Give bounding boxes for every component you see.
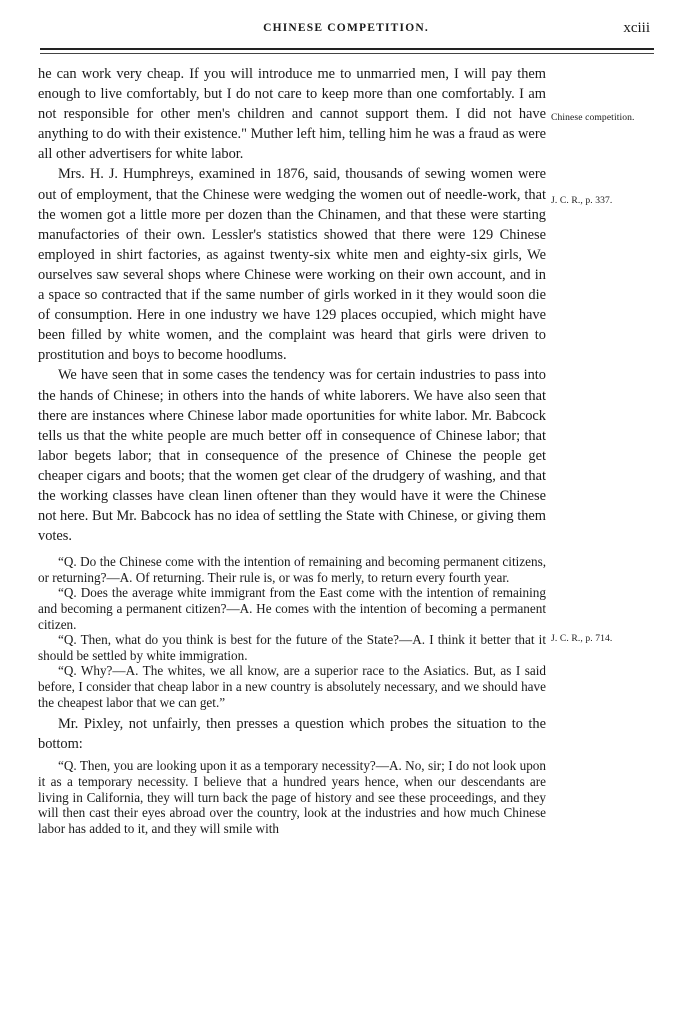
testimony-quote-final: “Q. Then, you are looking upon it as a temporary necessity?—A. No, sir; I do not look upon it as a temporary necessity. I believe that a hundred years hence, when our descendants are living in California, they will turn back the page of history and see these proceedings, and they will then cast their eyes abroad over the country, look at the industries and how much Chinese labor has added to it, and they will smile with — [38, 758, 546, 836]
margin-note-topic: Chinese competition. — [551, 112, 635, 123]
paragraph-babcock: We have seen that in some cases the tendency was for certain industries to pass into the hands of Chinese; in others into the hands of white laborers. We have also seen that there are instances where Chinese labor made oportunities for white labor. Mr. Babcock tells us that the white people are much better off in consequence of Chinese labor; that labor begets labor; that in consequence of the presence of Chinese the people get cheaper cigars and boots; that the women get clear of the drudgery of washing, and that the working classes have clean linen oftener than they would have it were the Chinese not here. But Mr. Babcock has no idea of settling the State with Chinese, or giving them votes. — [38, 367, 546, 545]
page-number: xciii — [623, 20, 650, 36]
margin-note-citation: J. C. R., p. 337. — [551, 195, 613, 206]
header-rule-thin — [40, 53, 654, 54]
paragraph-continuation: he can work very cheap. If you will introduce me to unmarried men, I will pay them enough to live comfortably, but I do not care to keep more than one comfortably. I am not responsible for other men's children and cannot support them. I did not have anything to do with their existence." Muther left him, telling him he was a fraud as were all other advertisers for white labor. — [38, 66, 546, 163]
testimony-quote: “Q. Do the Chinese come with the intention of remaining and becoming permanent citizens, or returning?—A. Of returning. Their rule is, or was fo merly, to return every fourth year. — [38, 554, 546, 585]
header-rule-thick — [40, 48, 654, 50]
main-text — [38, 64, 546, 836]
testimony-quote: “Q. Why?—A. The whites, we all know, are a superior race to the Asiatics. But, as I said before, I consider that cheap labor in a new country is absolutely necessary, and we should have the cheapest labor that we can get.” — [38, 663, 546, 710]
margin-note-citation: J. C. R., p. 714. — [551, 633, 613, 644]
running-title: CHINESE COMPETITION. — [263, 22, 429, 34]
running-header — [38, 20, 654, 42]
paragraph-pixley: Mr. Pixley, not unfairly, then presses a question which probes the situation to the bottom: — [38, 716, 546, 753]
testimony-quote: “Q. Does the average white immigrant from the East come with the intention of remaining and becoming a permanent citizen?—A. He comes with the intention of becoming a permanent citizen. — [38, 585, 546, 632]
paragraph-humphreys: Mrs. H. J. Humphreys, examined in 1876, said, thousands of sewing women were out of employment, that the Chinese were wedging the women out of needle-work, that the women got a little more per dozen than the Chinamen, and that these were starting manufactories of their own. Lessler's statistics showed that there were 129 Chinese employed in shirt factories, as against twenty-six white men and eighty-six girls, We ourselves saw several shops where Chinese were working on their own account, and in a space so contracted that if the same number of girls worked in it they would soon die of consumption. Here in one industry we have 129 places occupied, which might have been filled by white women, and the complaint was heard that girls were driven to prostitution and boys to become hoodlums. — [38, 166, 546, 364]
testimony-quote: “Q. Then, what do you think is best for the future of the State?—A. I think it better that it should be settled by white immigration. — [38, 632, 546, 663]
